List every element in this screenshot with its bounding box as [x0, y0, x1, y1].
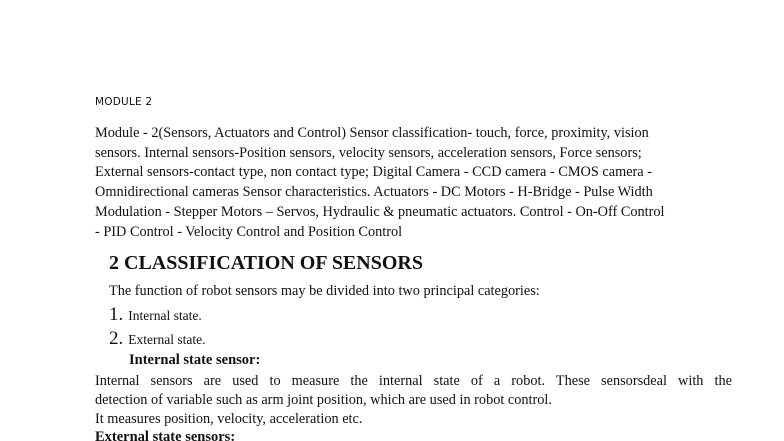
intro-line: Module - 2(Sensors, Actuators and Control) Sensor classification- touch, force, proximity, vision [95, 125, 649, 141]
external-sensor-heading: External state sensors: [95, 429, 236, 441]
section-intro-text: The function of robot sensors may be divided into two principal categories: [109, 283, 540, 299]
intro-line: sensors. Internal sensors-Position sensors, velocity sensors, acceleration sensors, Force sensors; [95, 144, 642, 161]
module-label: MODULE 2 [95, 96, 153, 108]
body-line: detection of variable such as arm joint position, which are used in robot control. [95, 391, 552, 408]
intro-line: External sensors-contact type, non contact type; Digital Camera - CCD camera - CMOS camera - [95, 164, 652, 181]
module-intro-paragraph [95, 124, 735, 242]
intro-line: Modulation - Stepper Motors – Servos, Hydraulic & pneumatic actuators. Control - On-Off Control [95, 203, 665, 220]
section-heading: 2 CLASSIFICATION OF SENSORS [109, 252, 423, 274]
list-label: Internal state. [128, 308, 202, 323]
category-list-item [109, 304, 202, 326]
body-line: Internal sensors are used to measure the internal state of a robot. These sensorsdeal with the [95, 373, 732, 389]
list-number: 1. [109, 304, 124, 325]
list-number: 2. [109, 328, 124, 349]
list-label: External state. [128, 332, 206, 347]
body-line: It measures position, velocity, acceleration etc. [95, 410, 363, 427]
intro-line: Omnidirectional cameras Sensor characteristics. Actuators - DC Motors - H-Bridge - Pulse Width [95, 184, 653, 201]
category-list-item [109, 328, 205, 350]
intro-line: - PID Control - Velocity Control and Position Control [95, 223, 403, 240]
internal-sensor-heading: Internal state sensor: [129, 352, 261, 368]
internal-sensor-paragraph [95, 372, 732, 428]
